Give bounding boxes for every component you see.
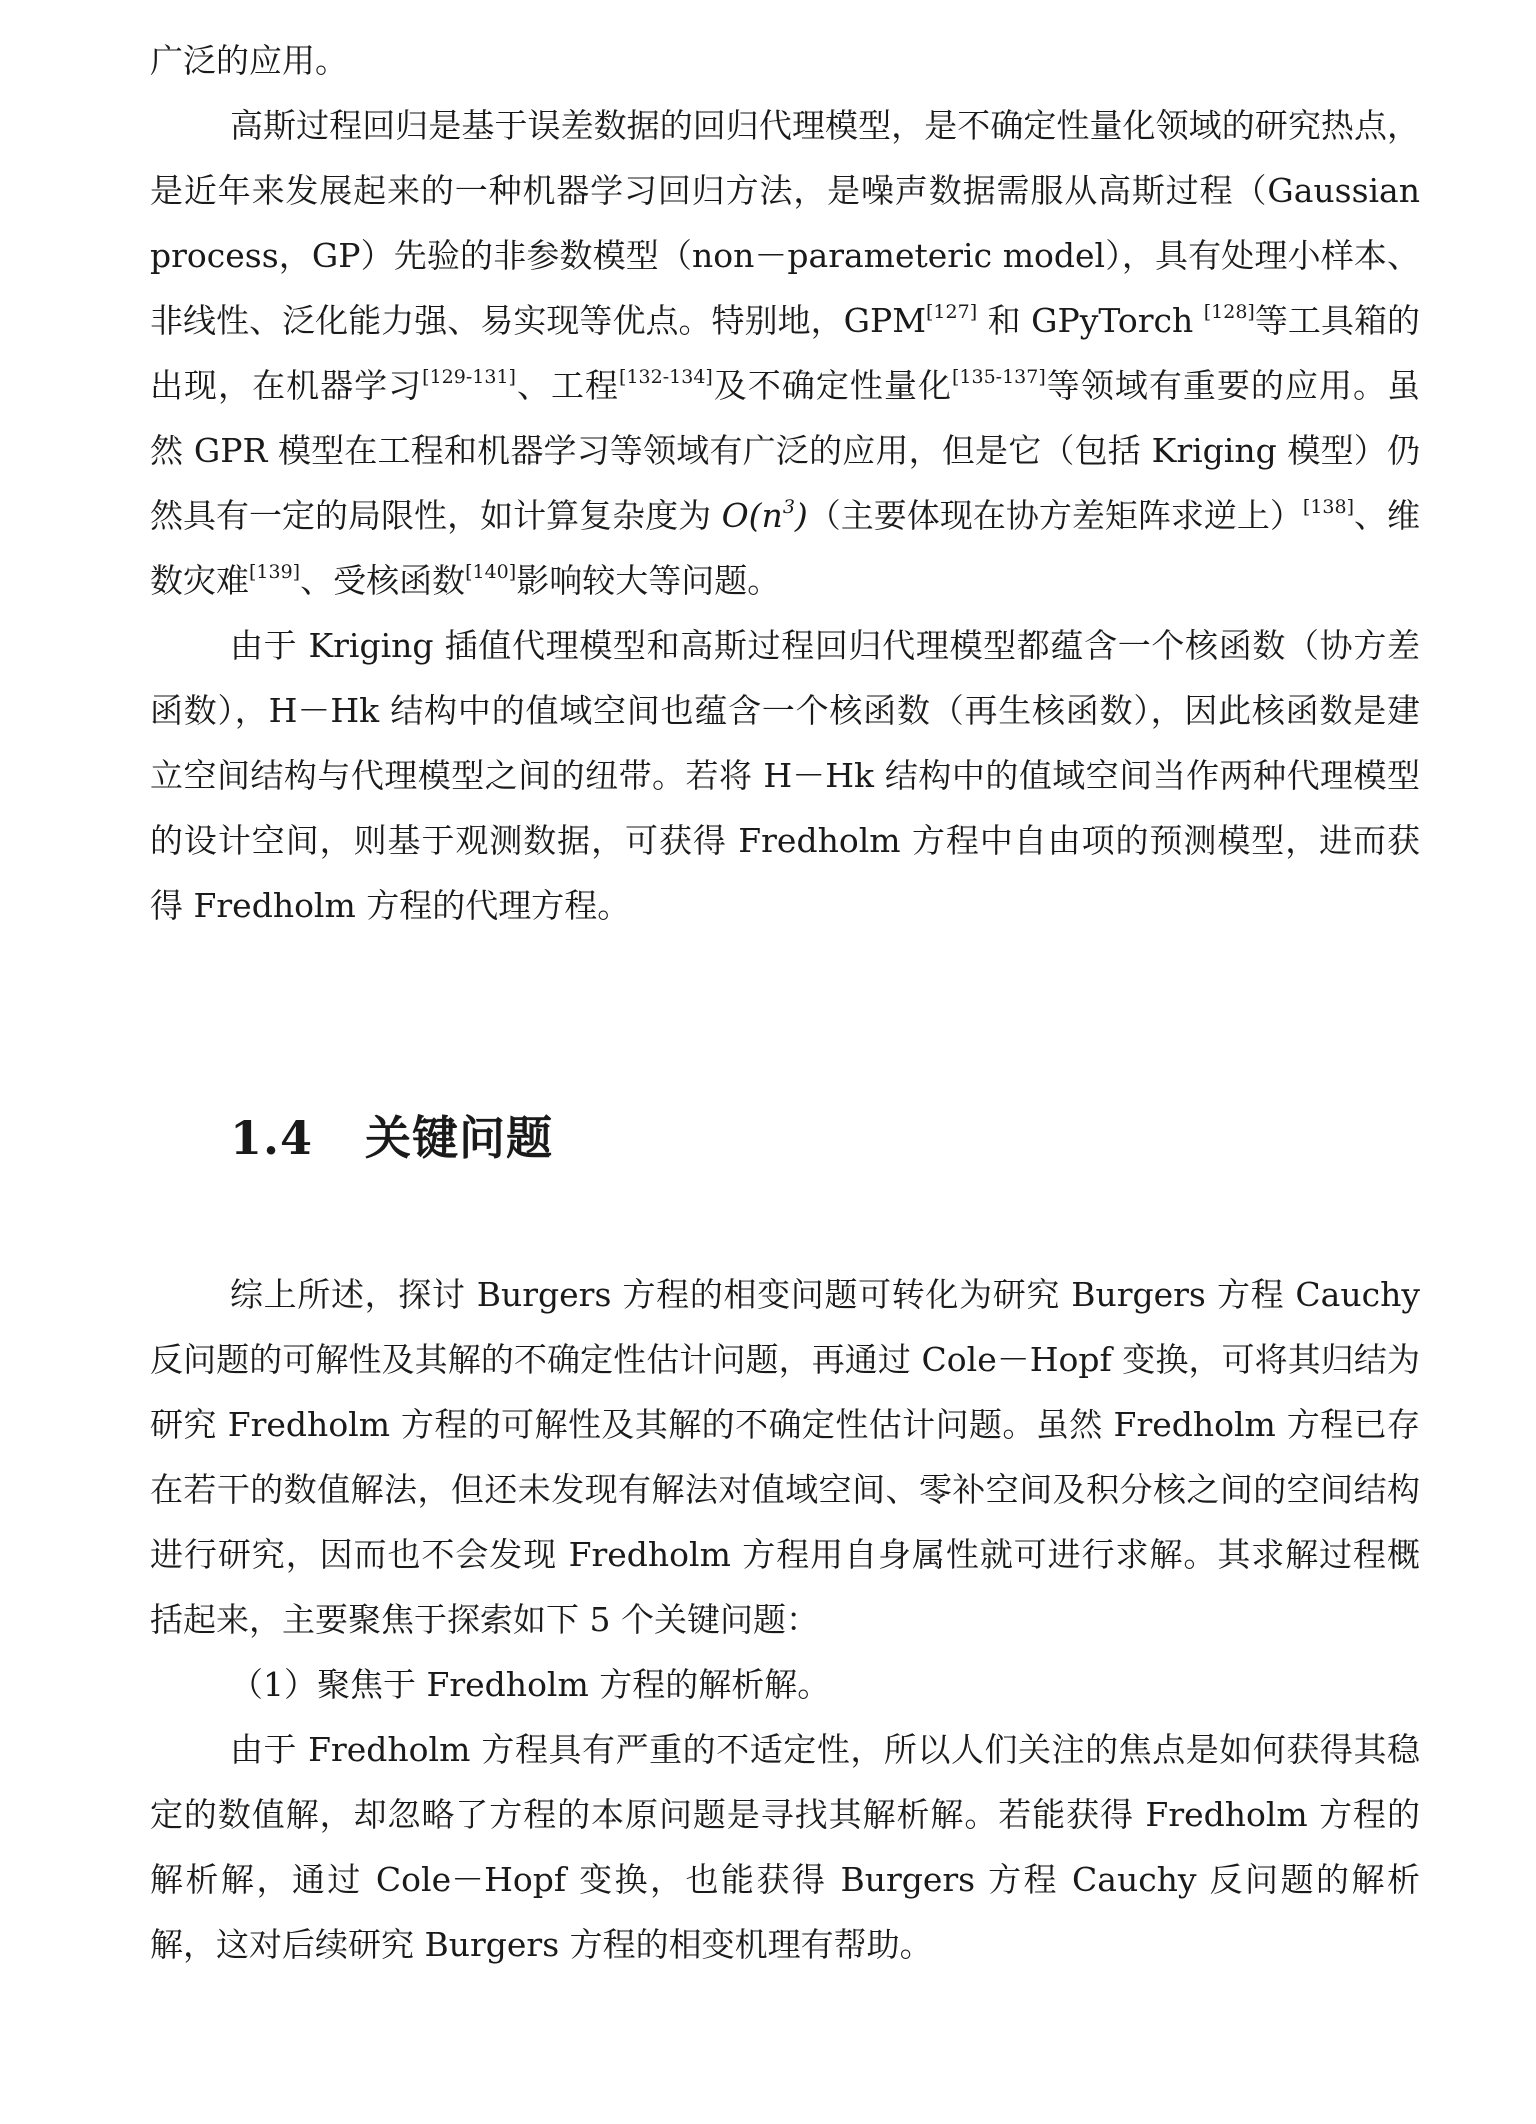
paragraph-continuation: 广泛的应用。 (150, 41, 348, 80)
text-run: 、工程 (515, 366, 620, 405)
citation-ref-139: [139] (249, 561, 301, 583)
citation-ref-135-137: [135-137] (952, 366, 1046, 388)
citation-ref-128: [128] (1203, 301, 1255, 323)
section-heading (230, 1102, 553, 1168)
paragraph-kernel: 由于 Kriging 插值代理模型和高斯过程回归代理模型都蕴含一个核函数（协方差函数），H－Hk 结构中的值域空间也蕴含一个核函数（再生核函数），因此核函数是建立空间结构与代理模型之间的纽带。若将 H－Hk 结构中的值域空间当作两种代理模型的设计空间，则基于观测数据，可获得 Fredholm 方程中自由项的预测模型，进而获得 Fredholm 方程的代理方程。 (150, 626, 1420, 925)
text-run: 等领域有重要的应用。虽然 GPR 模型在工程和机器学习等领域有广泛的应用，但是它（包括 Kriging 模型）仍然具有一定的局限性，如计算复杂度为 (150, 366, 1421, 535)
citation-ref-138: [138] (1302, 496, 1354, 518)
math-paren: ) (794, 496, 808, 535)
text-run: 高斯过程回归是基于误差数据的回归代理模型，是不确定性量化领域的研究热点，是近年来发展起来的一种机器学习回归方法，是噪声数据需服从高斯过程（Gaussian process，GP）先验的非参数模型（non－parameteric model），具有处理小样本、非线性、泛化能力强、易实现等优点。特别地，GPM (150, 106, 1420, 340)
text-run: 等工具箱的出现，在机器学习 (150, 301, 1420, 405)
citation-ref-127: [127] (926, 301, 978, 323)
paragraph-summary: 综上所述，探讨 Burgers 方程的相变问题可转化为研究 Burgers 方程 Cauchy 反问题的可解性及其解的不确定性估计问题，再通过 Cole－Hopf 变换，可将其归结为研究 Fredholm 方程的可解性及其解的不确定性估计问题。虽然 Fredholm 方程已存在若干的数值解法，但还未发现有解法对值域空间、零补空间及积分核之间的空间结构进行研究，因而也不会发现 Fredholm 方程用自身属性就可进行求解。其求解过程概括起来，主要聚焦于探索如下 5 个关键问题： (150, 1275, 1420, 1639)
section-number: 1.4 (230, 1111, 314, 1165)
citation-ref-132-134: [132-134] (619, 366, 713, 388)
math-exponent: 3 (782, 496, 795, 518)
bottom-text-block (150, 1262, 1420, 1977)
text-run: 、维数灾难 (150, 496, 1421, 600)
paragraph-gpr (150, 93, 1420, 613)
text-run: 、受核函数 (300, 561, 466, 600)
paragraph-item-1-detail: 由于 Fredholm 方程具有严重的不适定性，所以人们关注的焦点是如何获得其稳定的数值解，却忽略了方程的本原问题是寻找其解析解。若能获得 Fredholm 方程的解析解，通过 Cole－Hopf 变换，也能获得 Burgers 方程 Cauchy 反问题的解析解，这对后续研究 Burgers 方程的相变机理有帮助。 (150, 1730, 1420, 1964)
math-text: O(n (721, 496, 783, 535)
section-title: 关键问题 (365, 1111, 554, 1165)
text-run: 影响较大等问题。 (516, 561, 781, 600)
citation-ref-140: [140] (465, 561, 517, 583)
top-text-block (150, 28, 1420, 938)
citation-ref-129-131: [129-131] (422, 366, 516, 388)
text-run: 及不确定性量化 (712, 366, 952, 405)
paragraph-item-1: （1）聚焦于 Fredholm 方程的解析解。 (230, 1665, 831, 1704)
text-run: （主要体现在协方差矩阵求逆上） (807, 496, 1303, 535)
text-run: 和 GPyTorch (977, 301, 1204, 340)
math-complexity (722, 496, 808, 535)
